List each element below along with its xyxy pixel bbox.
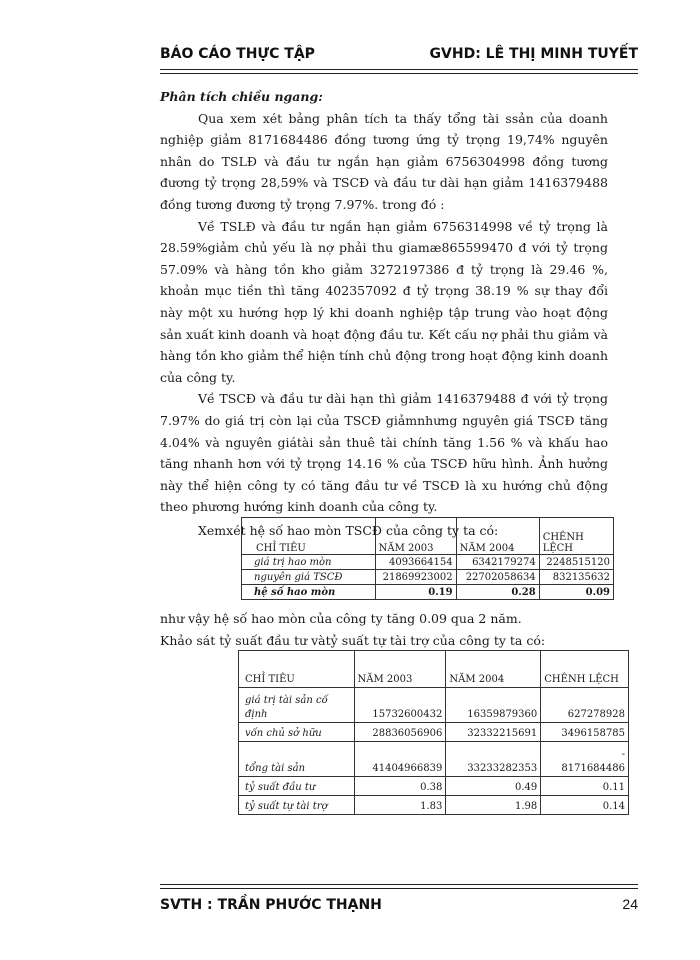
cell: 832135632 [539, 570, 613, 585]
row-label: tỷ suất đầu tư [239, 777, 355, 796]
header-rule [160, 69, 638, 70]
cell: 1.83 [354, 796, 446, 815]
cell [541, 742, 629, 777]
table-row [239, 777, 629, 796]
supervisor-name: GVHD: LÊ THỊ MINH TUYẾT [429, 46, 638, 62]
header-rule-thin [160, 73, 638, 74]
header-cell: NĂM 2004 [446, 651, 541, 688]
header-cell: CHỈ TIÊU [242, 518, 376, 555]
table-row [239, 723, 629, 742]
paragraph-short-term-assets: Về TSLĐ và đầu tư ngắn hạn giảm 6756314998 về tỷ trọng là 28.59%giảm chủ yếu là nợ phải thu giamæ865599470 đ với tỷ trọng 57.09% và hàng tồn kho giảm 3272197386 đ tỷ trọng là 29.46 %, khoản mục tiền thì tăng 402357092 đ tỷ trọng 38.19 % sự thay đổi này một xu hướng hợp lý khi doanh nghiệp tập trung vào hoạt động sản xuất kinh doanh và hoạt động đầu tư. Kết cấu nợ phải thu giảm và hàng tồn kho giảm thể hiện tính chủ động trong hoạt động kinh doanh của công ty. [160, 218, 608, 385]
report-title: BÁO CÁO THỰC TẬP [160, 46, 315, 62]
table-header-row [242, 518, 614, 555]
paragraph-overview: Qua xem xét bảng phân tích ta thấy tổng tài ssản của doanh nghiệp giảm 8171684486 đồng tương ứng tỷ trọng 19,74% nguyên nhân do TSLĐ và đầu tư ngắn hạn giảm 6756304998 đồng tương đương tỷ trọng 28,59% và TSCĐ và đầu tư dài hạn giảm 1416379488 đồng tương đương tỷ trọng 7.97%. trong đó : [160, 110, 608, 212]
cell: 28836056906 [354, 723, 446, 742]
table-row [242, 570, 614, 585]
row-label: tỷ suất tự tài trợ [239, 796, 355, 815]
cell: 0.14 [541, 796, 629, 815]
cell: 0.11 [541, 777, 629, 796]
cell: 1.98 [446, 796, 541, 815]
table-header-row [239, 651, 629, 688]
cell: 21869923002 [375, 570, 456, 585]
cell: 41404966839 [354, 742, 446, 777]
cell: 16359879360 [446, 688, 541, 723]
cell: 15732600432 [354, 688, 446, 723]
header-cell: CHÊNH LỆCH [539, 518, 613, 555]
table2-intro: Khảo sát tỷ suất đầu tư vàtỷ suất tự tài trợ của công ty ta có: [160, 633, 546, 648]
cell: 0.19 [375, 585, 456, 600]
student-name: SVTH : TRẦN PHƯỚC THẠNH [160, 897, 382, 913]
header-cell: NĂM 2003 [375, 518, 456, 555]
page-header [160, 42, 638, 76]
depreciation-table [241, 517, 614, 600]
cell: 0.09 [539, 585, 613, 600]
table-row [239, 688, 629, 723]
table-row-total [242, 585, 614, 600]
row-label: nguyên giá TSCĐ [242, 570, 376, 585]
cell: 0.38 [354, 777, 446, 796]
row-label: giá trị tài sản cố định [239, 688, 355, 723]
cell: 6342179274 [456, 555, 539, 570]
table1-intro: Xemxét hệ số hao mòn TSCĐ của công ty ta có: [198, 522, 499, 538]
cell: 32332215691 [446, 723, 541, 742]
row-label: giá trị hao mòn [242, 555, 376, 570]
dash-mark: - [621, 749, 625, 760]
row-label: hệ số hao mòn [242, 585, 376, 600]
table1-conclusion: như vậy hệ số hao mòn của công ty tăng 0.09 qua 2 năm. [160, 611, 522, 626]
cell: 33233282353 [446, 742, 541, 777]
row-label: tổng tài sản [239, 742, 355, 777]
header-cell: NĂM 2004 [456, 518, 539, 555]
footer-rule-thin [160, 884, 638, 885]
table-row [242, 555, 614, 570]
header-cell: NĂM 2003 [354, 651, 446, 688]
footer-rule [160, 888, 638, 889]
header-cell: CHÊNH LỆCH [541, 651, 629, 688]
cell: 0.49 [446, 777, 541, 796]
page-number: 24 [622, 896, 638, 912]
page-footer [160, 884, 638, 924]
row-label: vốn chủ sở hữu [239, 723, 355, 742]
cell: 0.28 [456, 585, 539, 600]
cell-value: 8171684486 [561, 763, 625, 774]
cell: 22702058634 [456, 570, 539, 585]
body-text [160, 86, 608, 541]
cell: 627278928 [541, 688, 629, 723]
cell: 3496158785 [541, 723, 629, 742]
cell: 2248515120 [539, 555, 613, 570]
investment-ratio-table [238, 650, 629, 815]
cell: 4093664154 [375, 555, 456, 570]
paragraph-fixed-assets: Về TSCĐ và đầu tư dài hạn thì giảm 1416379488 đ với tỷ trọng 7.97% do giá trị còn lại của TSCĐ giảmnhưng nguyên giá TSCĐ tăng 4.04% và nguyên giátài sản thuê tài chính tăng 1.56 % và khấu hao tăng nhanh hơn với tỷ trọng 14.16 % của TSCĐ hữu hình. Ảnh hưởng này thể hiện công ty có tăng đầu tư về TSCĐ là xu hướng chủ động theo phương hướng kinh doanh của công ty. [160, 391, 608, 515]
section-title: Phân tích chiều ngang: [160, 89, 323, 104]
table-row [239, 742, 629, 777]
table-row [239, 796, 629, 815]
header-cell: CHỈ TIÊU [239, 651, 355, 688]
